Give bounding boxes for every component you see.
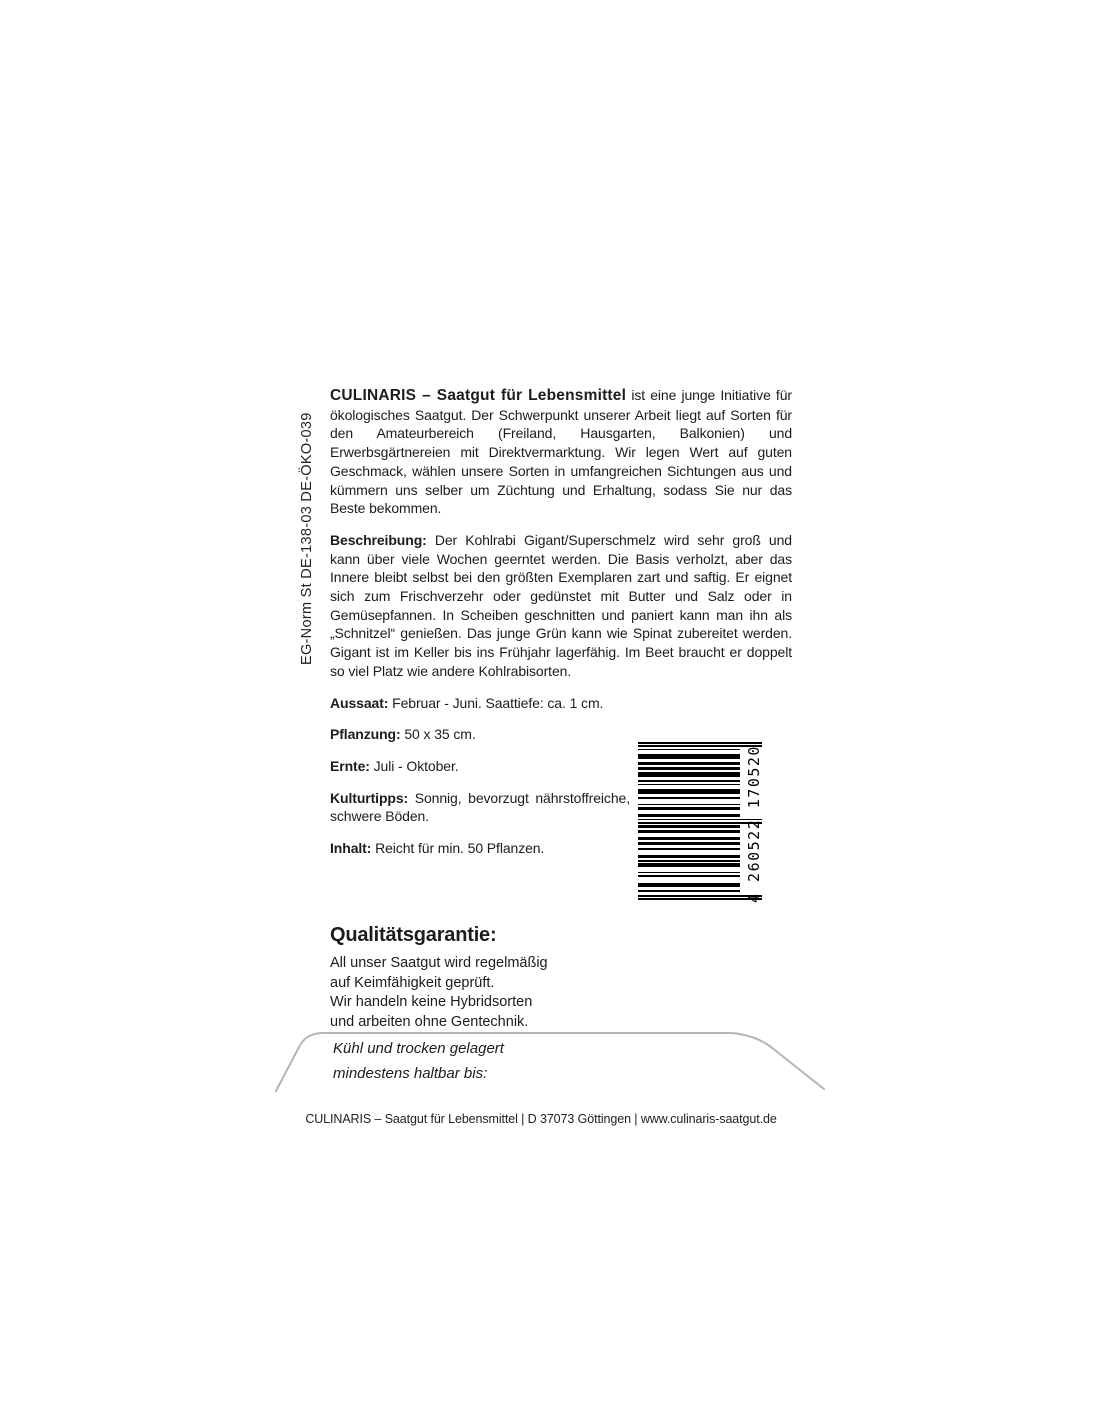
description-text: Der Kohlrabi Gigant/Superschmelz wird sehr groß und kann über viele Wochen geerntet werden. Die Basis verholzt, aber das Innere bleibt selbst bei den größten Exemplaren zart und saftig. Er eignet sich zum Frischverzehr oder gedünstet mit Butter und Salz oder in Gemüsepfannen. In Scheiben geschnitten und paniert kann man ihn als „Schnitzel“ genießen. Das junge Grün kann wie Spinat zubereitet werden. Gigant ist im Keller bis ins Frühjahr lagerfähig. Im Beet braucht er doppelt so viel Platz wie andere Kohlrabisorten. <box>330 531 792 679</box>
intro-text: ist eine junge Initiative für ökologisches Saatgut. Der Schwerpunkt unserer Arbeit liegt auf Sorten für den Amateurbereich (Freiland, Hausgarten, Balkonien) und Erwerbsgärtnereien mit Direktvermarktung. Wir legen Wert auf guten Geschmack, wählen unsere Sorten in umfangreichen Sichtungen aus und kümmern uns selber um Züchtung und Erhaltung, sodass Sie nur das Beste bekommen. <box>330 387 792 517</box>
intro-lead: CULINARIS – Saatgut für Lebensmittel <box>330 387 627 404</box>
regulatory-code: EG-Norm St DE-138-03 DE-ÖKO-039 <box>299 412 315 665</box>
spec-inhalt-text: Reicht für min. 50 Pflanzen. <box>375 840 545 857</box>
storage-note <box>333 1036 504 1086</box>
quality-heading: Qualitätsgarantie: <box>330 924 497 946</box>
spec-inhalt-label: Inhalt: <box>330 840 372 857</box>
storage-note-line: Kühl und trocken gelagert <box>333 1040 504 1057</box>
barcode-number: 4 260522 170520 <box>745 745 763 903</box>
footer-address: CULINARIS – Saatgut für Lebensmittel | D 37073 Göttingen | www.culinaris-saatgut.de <box>305 1112 777 1126</box>
spec-pflanzung-label: Pflanzung: <box>330 726 401 743</box>
spec-pflanzung-text: 50 x 35 cm. <box>404 726 476 743</box>
spec-kulturtipps-label: Kulturtipps: <box>330 789 409 806</box>
quality-line: und arbeiten ohne Gentechnik. <box>330 1013 529 1030</box>
spec-kulturtipps-text: Sonnig, bevorzugt nährstoffreiche, schwere Böden. <box>330 789 630 825</box>
quality-line: auf Keimfähigkeit geprüft. <box>330 974 495 991</box>
quality-line: Wir handeln keine Hybridsorten <box>330 994 533 1010</box>
spec-ernte-label: Ernte: <box>330 757 370 774</box>
quality-line: All unser Saatgut wird regelmäßig <box>330 955 548 971</box>
spec-aussaat-label: Aussaat: <box>330 694 389 711</box>
storage-note-line: mindestens haltbar bis: <box>333 1065 488 1082</box>
description-label: Beschreibung: <box>330 531 427 548</box>
spec-aussaat-text: Februar - Juni. Saattiefe: ca. 1 cm. <box>392 694 604 711</box>
spec-ernte-text: Juli - Oktober. <box>373 757 459 774</box>
